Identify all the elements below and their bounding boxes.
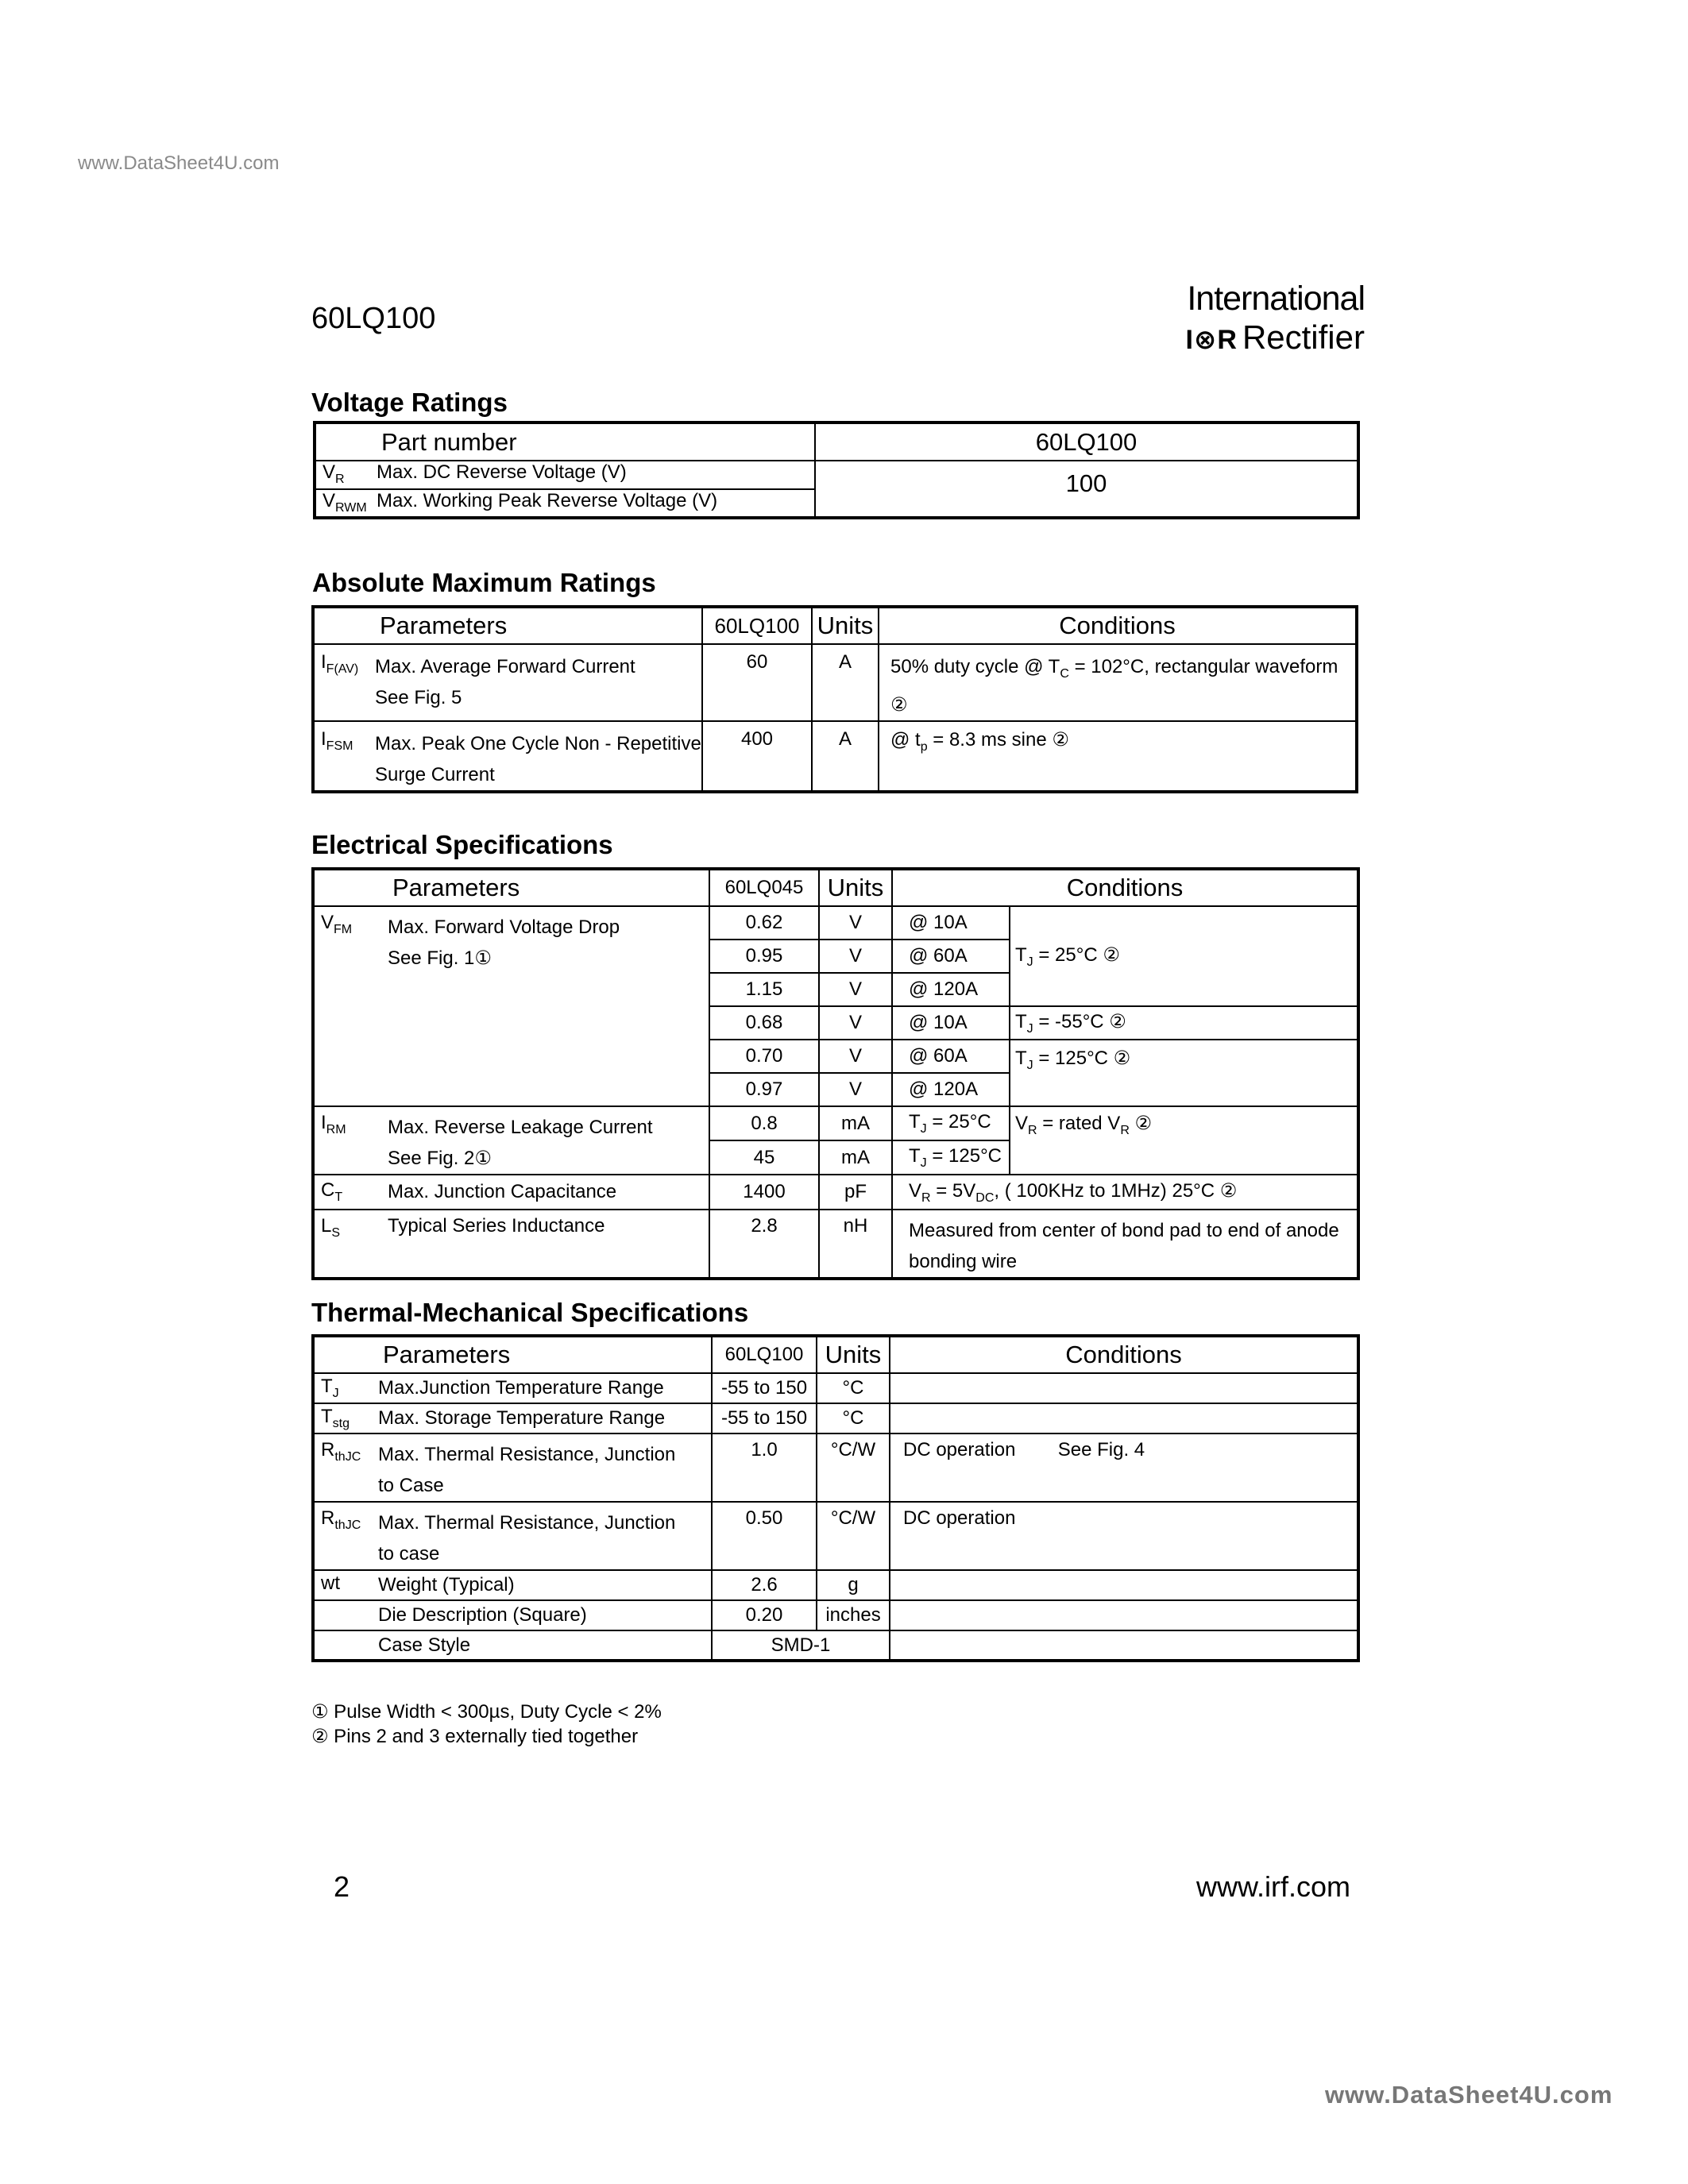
absmax-header-value: 60LQ100 (702, 607, 812, 644)
company-logo (1174, 280, 1365, 357)
thermal-row-desc: Die Description (Square) (378, 1600, 712, 1630)
thermal-row-value: -55 to 150 (712, 1373, 817, 1403)
absmax-row-condition: 50% duty cycle @ $T_C = 102^\circ C$, rectangular waveform ② (879, 644, 1357, 721)
thermal-header-units: Units (817, 1336, 890, 1373)
absmax-row-symbol: $I_{FSM}$ (321, 727, 353, 753)
vfm-unit: V (819, 1040, 892, 1073)
vfm-value: 1.15 (709, 973, 819, 1006)
thermal-row-condition: DC operation (890, 1502, 1358, 1570)
ct-value: 1400 (709, 1175, 819, 1210)
case-style-label: Case Style (378, 1630, 712, 1661)
footnote-2: ② Pins 2 and 3 externally tied together (311, 1726, 639, 1747)
vfm-value: 0.95 (709, 940, 819, 973)
thermal-row-value: -55 to 150 (712, 1403, 817, 1433)
vfm-value: 0.62 (709, 906, 819, 940)
absmax-title: Absolute Maximum Ratings (312, 568, 656, 597)
thermal-header-param: Parameters (313, 1336, 712, 1373)
thermal-row-desc: Max.Junction Temperature Range (378, 1373, 712, 1403)
thermal-row-condition (890, 1403, 1358, 1433)
thermal-row-unit: g (817, 1570, 890, 1600)
thermal-row-desc: Max. Thermal Resistance, Junction to case (378, 1502, 712, 1570)
absmax-row-unit: A (812, 721, 879, 792)
case-style-condition (890, 1630, 1358, 1661)
vfm-value: 0.68 (709, 1006, 819, 1040)
thermal-row-unit: °C/W (817, 1502, 890, 1570)
voltage-row-symbol: $V_R$ (315, 461, 377, 489)
vfm-tj-25: $T_J = 25^\circ C$ ② (1010, 906, 1358, 1006)
absmax-row-condition: @ $t_p = 8.3$ ms sine ② (890, 728, 1069, 754)
absmax-header-units: Units (812, 607, 879, 644)
vfm-tj-125: $T_J = 125^\circ C$ ② (1010, 1040, 1358, 1106)
absmax-header-conditions: Conditions (879, 607, 1357, 644)
voltage-row-symbol: $V_{RWM}$ (323, 490, 367, 515)
ct-condition: $V_R = 5V_{DC}$, ( 100KHz to 1MHz) 25°C ② (892, 1175, 1358, 1210)
vfm-current: @ 60A (892, 1040, 1010, 1073)
thermal-row-unit: °C (817, 1373, 890, 1403)
thermal-row-unit: inches (817, 1600, 890, 1630)
absmax-header-param: Parameters (313, 607, 702, 644)
absmax-row-value: 60 (702, 644, 812, 721)
vfm-unit: V (819, 973, 892, 1006)
voltage-row-desc: Max. DC Reverse Voltage (V) (377, 461, 815, 489)
absmax-row-desc: Max. Average Forward Current See Fig. 5 (375, 644, 702, 721)
elec-table (311, 867, 1360, 1280)
vfm-current: @ 120A (892, 973, 1010, 1006)
absmax-row-desc: Max. Peak One Cycle Non - Repetitive Surge Current (375, 721, 702, 792)
thermal-row-value: 0.20 (712, 1600, 817, 1630)
absmax-table (311, 605, 1358, 793)
thermal-row-desc: Max. Storage Temperature Range (378, 1403, 712, 1433)
ls-condition: Measured from center of bond pad to end of anode bonding wire (909, 1220, 1339, 1272)
ls-value: 2.8 (709, 1210, 819, 1279)
thermal-row-symbol: $R_{thJC}$ (313, 1502, 378, 1570)
ls-symbol: $L_S$ (321, 1215, 341, 1240)
ls-unit: nH (819, 1210, 892, 1279)
thermal-row-condition: DC operation See Fig. 4 (890, 1433, 1358, 1502)
thermal-title: Thermal-Mechanical Specifications (311, 1298, 749, 1327)
logo-ior-mark: I⊗R (1185, 325, 1238, 355)
vfm-tj-minus55: $T_J = -55^\circ C$ ② (1010, 1006, 1358, 1040)
irm-value-25: 0.8 (709, 1106, 819, 1140)
voltage-header-value: 60LQ100 (815, 423, 1358, 461)
absmax-row-value: 400 (702, 721, 812, 792)
thermal-row-symbol: wt (313, 1570, 378, 1600)
vfm-symbol: $V_{FM}$ (313, 906, 388, 1106)
case-style-value: SMD-1 (712, 1630, 890, 1661)
thermal-row-symbol (313, 1600, 378, 1630)
elec-header-conditions: Conditions (892, 869, 1358, 906)
vfm-current: @ 60A (892, 940, 1010, 973)
vfm-current: @ 10A (892, 1006, 1010, 1040)
voltage-header-param: Part number (315, 423, 815, 461)
vfm-unit: V (819, 1073, 892, 1106)
thermal-row-symbol: $T_{stg}$ (313, 1403, 378, 1433)
thermal-table (311, 1334, 1360, 1662)
thermal-row-condition (890, 1373, 1358, 1403)
ls-desc: Typical Series Inductance (388, 1210, 709, 1279)
thermal-row-value: 1.0 (712, 1433, 817, 1502)
vfm-value: 0.70 (709, 1040, 819, 1073)
thermal-row-desc: Max. Thermal Resistance, Junction to Case (378, 1433, 712, 1502)
watermark-top: www.DataSheet4U.com (78, 152, 280, 174)
elec-header-param: Parameters (313, 869, 709, 906)
irm-tj-125: $T_J = 125^\circ C$ (892, 1140, 1010, 1175)
footnote-1: ① Pulse Width < 300µs, Duty Cycle < 2% (311, 1701, 662, 1723)
ct-desc: Max. Junction Capacitance (388, 1175, 709, 1210)
ct-symbol: $C_T$ (313, 1175, 388, 1210)
voltage-ratings-title: Voltage Ratings (311, 388, 508, 417)
vfm-desc: Max. Forward Voltage Drop See Fig. 1① (388, 906, 709, 1106)
thermal-header-conditions: Conditions (890, 1336, 1358, 1373)
footer-url[interactable]: www.irf.com (1196, 1870, 1351, 1903)
thermal-row-desc: Weight (Typical) (378, 1570, 712, 1600)
voltage-ratings-table (313, 421, 1360, 519)
irm-unit-25: mA (819, 1106, 892, 1140)
irm-unit-125: mA (819, 1140, 892, 1175)
thermal-row-condition (890, 1600, 1358, 1630)
vfm-unit: V (819, 1006, 892, 1040)
thermal-header-value: 60LQ100 (712, 1336, 817, 1373)
vfm-current: @ 10A (892, 906, 1010, 940)
vfm-unit: V (819, 906, 892, 940)
footnotes (311, 1700, 662, 1749)
logo-line2: Rectifier (1242, 318, 1365, 356)
thermal-row-symbol: $T_J$ (313, 1373, 378, 1403)
case-style-symbol (313, 1630, 378, 1661)
page-number: 2 (334, 1870, 350, 1903)
absmax-row-unit: A (812, 644, 879, 721)
thermal-row-value: 0.50 (712, 1502, 817, 1570)
irm-vr-condition: $V_R$ = rated $V_R$ ② (1010, 1106, 1358, 1175)
voltage-row-desc: Max. Working Peak Reverse Voltage (V) (377, 489, 815, 518)
logo-line1: International (1187, 280, 1365, 318)
thermal-row-unit: °C (817, 1403, 890, 1433)
thermal-row-unit: °C/W (817, 1433, 890, 1502)
thermal-row-symbol: $R_{thJC}$ (313, 1433, 378, 1502)
thermal-row-condition (890, 1570, 1358, 1600)
vfm-value: 0.97 (709, 1073, 819, 1106)
elec-title: Electrical Specifications (311, 830, 613, 859)
vfm-current: @ 120A (892, 1073, 1010, 1106)
irm-desc: Max. Reverse Leakage Current See Fig. 2① (388, 1106, 709, 1175)
ct-unit: pF (819, 1175, 892, 1210)
elec-header-value: 60LQ045 (709, 869, 819, 906)
elec-header-units: Units (819, 869, 892, 906)
irm-symbol: $I_{RM}$ (313, 1106, 388, 1175)
irm-tj-25: $T_J = 25^\circ C$ (892, 1106, 1010, 1140)
irm-value-125: 45 (709, 1140, 819, 1175)
part-number-title: 60LQ100 (311, 302, 436, 335)
watermark-bottom: www.DataSheet4U.com (1325, 2081, 1613, 2109)
absmax-row-symbol: $I_{F(AV)}$ (313, 644, 375, 721)
vfm-unit: V (819, 940, 892, 973)
thermal-row-value: 2.6 (712, 1570, 817, 1600)
voltage-value: 100 (1065, 469, 1107, 497)
